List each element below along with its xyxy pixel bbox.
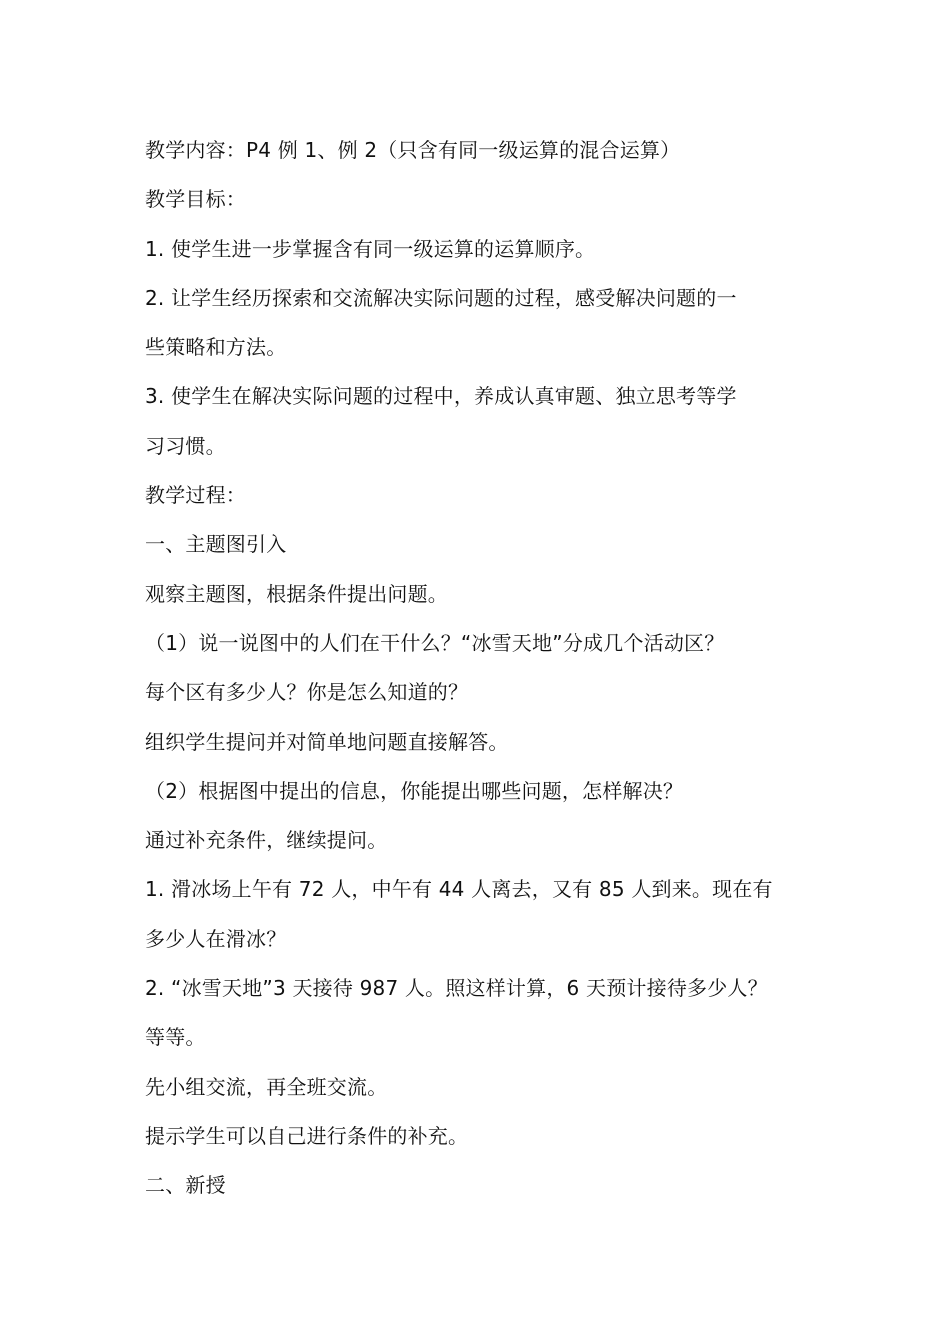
problem-2-text: 2. “冰雪天地”3 天接待 987 人。照这样计算，6 天预计接待多少人？: [145, 976, 768, 1001]
organize-paragraph: 组织学生提问并对简单地问题直接解答。: [145, 729, 509, 754]
observe-paragraph: 观察主题图，根据条件提出问题。: [145, 581, 448, 606]
problem-1-text-continued: 多少人在滑冰？: [145, 926, 287, 951]
group-exchange-paragraph: 先小组交流，再全班交流。: [145, 1074, 388, 1099]
goal-1-text: 1. 使学生进一步掌握含有同一级运算的运算顺序。: [145, 236, 596, 261]
goal-2-text: 2. 让学生经历探索和交流解决实际问题的过程，感受解决问题的一: [145, 285, 737, 310]
question-2-text: （2）根据图中提出的信息，你能提出哪些问题，怎样解决？: [145, 778, 684, 803]
hint-paragraph: 提示学生可以自己进行条件的补充。: [145, 1123, 469, 1148]
section-1-heading: 一、主题图引入: [145, 532, 287, 557]
document-body: [145, 129, 815, 1214]
question-1-text-continued: 每个区有多少人？你是怎么知道的？: [145, 680, 469, 705]
question-1-text: （1）说一说图中的人们在干什么？“冰雪天地”分成几个活动区？: [145, 630, 725, 655]
section-2-heading: 二、新授: [145, 1173, 226, 1198]
supplement-paragraph: 通过补充条件，继续提问。: [145, 828, 388, 853]
goal-2-text-continued: 些策略和方法。: [145, 335, 287, 360]
problem-1-text: 1. 滑冰场上午有 72 人，中午有 44 人离去，又有 85 人到来。现在有: [145, 877, 773, 902]
teaching-process-heading: 教学过程：: [145, 483, 246, 508]
goal-3-text: 3. 使学生在解决实际问题的过程中，养成认真审题、独立思考等学: [145, 384, 737, 409]
teaching-content-line: 教学内容：P4 例 1、例 2（只含有同一级运算的混合运算）: [145, 138, 681, 162]
goal-3-text-continued: 习习惯。: [145, 433, 226, 458]
etc-paragraph: 等等。: [145, 1025, 206, 1050]
teaching-goals-heading: 教学目标：: [145, 187, 246, 212]
